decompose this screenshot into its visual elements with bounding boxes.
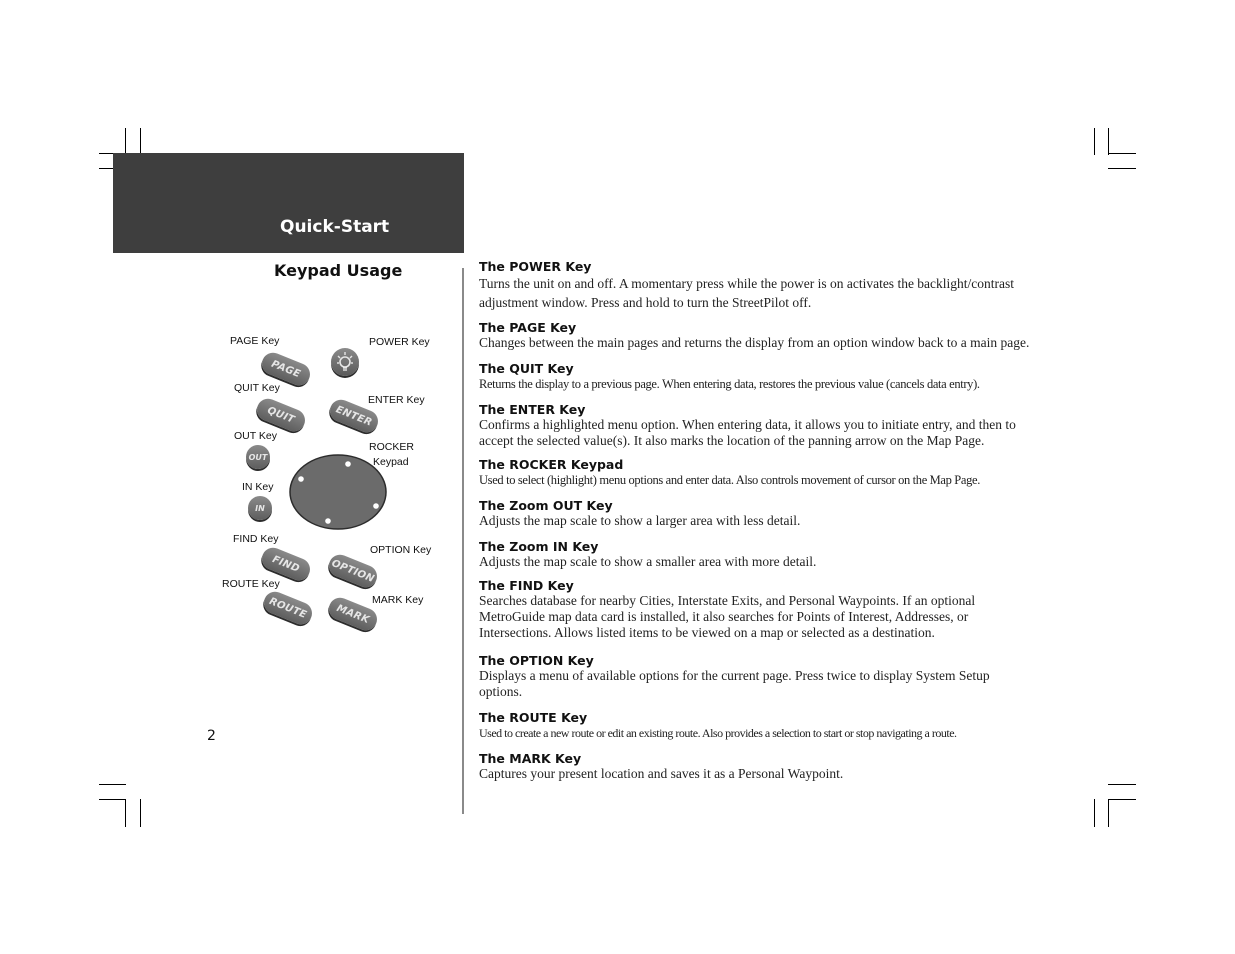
enter-key-label: ENTER Key	[368, 394, 425, 406]
entry-title: The ENTER Key	[479, 402, 586, 417]
section-header-band	[113, 153, 464, 253]
in-key-text: IN	[255, 503, 265, 513]
entry-text: Turns the unit on and off. A momentary press while the power is on activates the backlight/contrast adjustment window. Press and hold to turn the StreetPilot off.	[479, 276, 1015, 310]
entry-text: Changes between the main pages and returns the display from an option window back to a main page.	[479, 335, 1030, 350]
quit-key-label: QUIT Key	[234, 382, 280, 394]
rocker-dot-up	[345, 461, 351, 467]
lightbulb-icon	[331, 348, 359, 376]
in-key	[248, 496, 272, 520]
rocker-label-line2: Keypad	[373, 456, 409, 468]
out-key	[246, 445, 270, 469]
crop-mark	[140, 128, 141, 155]
out-key-label: OUT Key	[234, 430, 277, 442]
page-key-label: PAGE Key	[230, 335, 280, 347]
entry-rocker-keypad	[479, 457, 1034, 488]
out-key-text: OUT	[248, 452, 268, 462]
rocker-label-line1: ROCKER	[369, 441, 414, 453]
find-key-text: FIND	[270, 553, 302, 575]
entry-text: Displays a menu of available options for the current page. Press twice to display System Setup options.	[479, 668, 990, 699]
crop-mark	[1094, 799, 1095, 827]
entry-page-key	[479, 320, 1034, 351]
entry-title: The ROUTE Key	[479, 710, 588, 725]
crop-mark	[99, 799, 126, 800]
page-title: Keypad Usage	[274, 261, 403, 280]
route-key-text: ROUTE	[267, 595, 309, 621]
entry-text: Adjusts the map scale to show a smaller area with more detail.	[479, 554, 817, 569]
entry-zoom-out-key	[479, 498, 1034, 529]
mark-key-text: MARK	[335, 602, 371, 626]
section-title: Quick-Start	[280, 217, 390, 237]
key-descriptions	[479, 259, 1034, 790]
rocker-dot-left	[298, 476, 304, 482]
entry-text: Adjusts the map scale to show a larger area with less detail.	[479, 513, 801, 528]
option-key	[326, 551, 381, 590]
entry-power-key	[479, 259, 1034, 312]
option-key-label: OPTION Key	[370, 544, 432, 556]
entry-title: The ROCKER Keypad	[479, 457, 624, 472]
mark-key-label: MARK Key	[372, 594, 424, 606]
entry-route-key	[479, 710, 1034, 741]
rocker-keypad	[289, 454, 389, 534]
entry-text: Used to create a new route or edit an existing route. Also provides a selection to start or stop navigating a route.	[479, 726, 957, 740]
entry-mark-key	[479, 751, 1034, 782]
crop-mark	[1108, 153, 1136, 154]
entry-text: Used to select (highlight) menu options and enter data. Also controls movement of cursor on the Map Page.	[479, 473, 980, 487]
column-divider	[462, 268, 464, 814]
crop-mark	[140, 799, 141, 827]
entry-title: The FIND Key	[479, 578, 574, 593]
crop-mark	[99, 784, 126, 785]
crop-mark	[1108, 128, 1109, 155]
entry-title: The MARK Key	[479, 751, 582, 766]
entry-option-key	[479, 653, 1034, 700]
rocker-dot-down	[325, 518, 331, 524]
power-key	[331, 348, 359, 376]
crop-mark	[125, 799, 126, 827]
crop-mark	[1094, 128, 1095, 155]
crop-mark	[1108, 784, 1136, 785]
power-key-label: POWER Key	[369, 336, 430, 348]
crop-mark	[125, 128, 126, 155]
entry-enter-key	[479, 402, 1034, 449]
quit-key-text: QUIT	[265, 404, 297, 426]
quit-key	[254, 395, 309, 434]
route-key-label: ROUTE Key	[222, 578, 280, 590]
crop-mark	[1108, 799, 1109, 827]
crop-mark	[1108, 168, 1136, 169]
page-number: 2	[207, 728, 216, 744]
in-key-label: IN Key	[242, 481, 274, 493]
entry-text: Captures your present location and saves it as a Personal Waypoint.	[479, 766, 844, 781]
entry-title: The PAGE Key	[479, 320, 577, 335]
option-key-text: OPTION	[330, 557, 376, 585]
entry-quit-key	[479, 361, 1034, 392]
entry-title: The Zoom IN Key	[479, 539, 599, 554]
find-key-label: FIND Key	[233, 533, 279, 545]
entry-text: Searches database for nearby Cities, Interstate Exits, and Personal Waypoints. If an optional MetroGuide map data card is installed, it also searches for Points of Interest, Addresses, or Intersections. Allows listed items to be viewed on a map or selected as a destination.	[479, 593, 976, 640]
entry-text: Returns the display to a previous page. When entering data, restores the previous value (cancels data entry).	[479, 377, 980, 391]
enter-key-text: ENTER	[334, 403, 374, 429]
rocker-dot-right	[373, 503, 379, 509]
entry-title: The OPTION Key	[479, 653, 594, 668]
page-key-text: PAGE	[269, 358, 303, 380]
entry-title: The POWER Key	[479, 259, 592, 274]
entry-zoom-in-key	[479, 539, 1034, 570]
route-key	[261, 588, 316, 627]
entry-title: The Zoom OUT Key	[479, 498, 613, 513]
entry-find-key	[479, 578, 1034, 641]
entry-text: Confirms a highlighted menu option. When entering data, it allows you to initiate entry, and then to accept the selected value(s). It also marks the location of the panning arrow on the Map Page.	[479, 417, 1016, 448]
crop-mark	[1108, 799, 1136, 800]
entry-title: The QUIT Key	[479, 361, 574, 376]
